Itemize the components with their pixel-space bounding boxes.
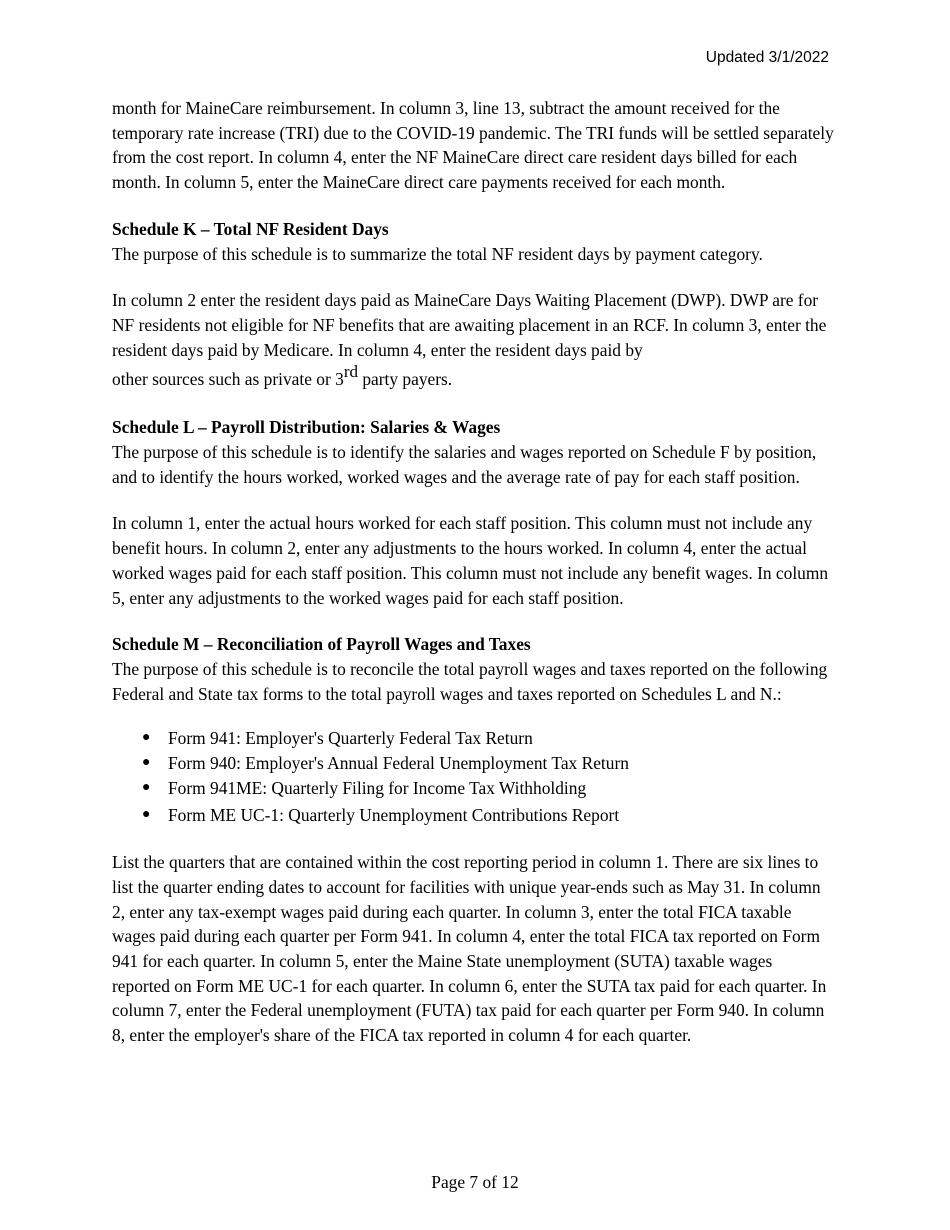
- bullet-icon: ●: [142, 755, 151, 771]
- schedule-l-detail: In column 1, enter the actual hours worked for each staff position. This column must not include any benefit hours. In column 2, enter any adjustments to the hours worked. In column 4, enter the actual worked wages paid for each staff position. This column must not include any benefit wages. In column 5, enter any adjustments to the worked wages paid for each staff position.: [112, 513, 829, 608]
- bullet-icon: ●: [142, 730, 151, 746]
- bullet-icon: ●: [142, 779, 151, 795]
- schedule-m-detail: List the quarters that are contained within the cost reporting period in column 1. There are six lines to list the quarter ending dates to account for facilities with unique year-ends such as May 31. In column 2, enter any tax-exempt wages paid during each quarter. In column 3, enter the total FICA taxable wages paid during each quarter per Form 941. In column 4, enter the total FICA tax reported on Form 941 for each quarter. In column 5, enter the Maine State unemployment (SUTA) taxable wages reported on Form ME UC-1 for each quarter. In column 6, enter the SUTA tax paid for each quarter. In column 7, enter the Federal unemployment (FUTA) tax paid for each quarter per Form 940. In column 8, enter the employer's share of the FICA tax reported in column 4 for each quarter.: [112, 852, 827, 1046]
- schedule-m-heading: Schedule M – Reconciliation of Payroll Wages and Taxes: [112, 634, 531, 655]
- schedule-l-heading: Schedule L – Payroll Distribution: Salaries & Wages: [112, 417, 501, 438]
- tax-form-list: [112, 726, 834, 828]
- document-body: [112, 96, 834, 1048]
- schedule-k-detail: [112, 288, 834, 393]
- list-item-text: Form 941: Employer's Quarterly Federal Tax Return: [168, 728, 533, 749]
- schedule-k-heading: Schedule K – Total NF Resident Days: [112, 218, 389, 239]
- schedule-k-purpose: The purpose of this schedule is to summarize the total NF resident days by payment category.: [112, 243, 763, 264]
- schedule-l-purpose: The purpose of this schedule is to identify the salaries and wages reported on Schedule F by position, and to identify the hours worked, worked wages and the average rate of pay for each staff position.: [112, 442, 817, 487]
- list-item: [142, 751, 834, 776]
- schedule-k-detail-last-pre: other sources such as private or 3: [112, 369, 344, 390]
- updated-date: Updated 3/1/2022: [705, 49, 829, 66]
- list-item-text: Form ME UC-1: Quarterly Unemployment Contributions Report: [168, 805, 620, 826]
- schedule-m-purpose: The purpose of this schedule is to reconcile the total payroll wages and taxes reported on the following Federal and State tax forms to the total payroll wages and taxes reported on Schedules L and N.:: [112, 658, 828, 704]
- intro-paragraph: month for MaineCare reimbursement. In column 3, line 13, subtract the amount received for the temporary rate increase (TRI) due to the COVID-19 pandemic. The TRI funds will be settled separately from the cost report. In column 4, enter the NF MaineCare direct care resident days billed for each month. In column 5, enter the MaineCare direct care payments received for each month.: [112, 98, 834, 193]
- list-item: [142, 776, 834, 801]
- list-item-text: Form 940: Employer's Annual Federal Unemployment Tax Return: [168, 753, 629, 774]
- list-item: [142, 726, 834, 751]
- page-number: Page 7 of 12: [431, 1172, 519, 1192]
- schedule-k-detail-last-post: party payers.: [357, 369, 453, 390]
- ordinal-superscript: rd: [343, 361, 358, 381]
- bullet-icon: ●: [142, 807, 151, 823]
- list-item-text: Form 941ME: Quarterly Filing for Income Tax Withholding: [168, 777, 587, 798]
- list-item: [142, 803, 834, 828]
- schedule-k-detail-main: In column 2 enter the resident days paid as MaineCare Days Waiting Placement (DWP). DWP are for NF residents not eligible for NF benefits that are awaiting placement in an RCF. In column 3, enter the resident days paid by Medicare. In column 4, enter the resident days paid by: [112, 290, 827, 360]
- schedule-k-detail-last-line: [112, 361, 834, 393]
